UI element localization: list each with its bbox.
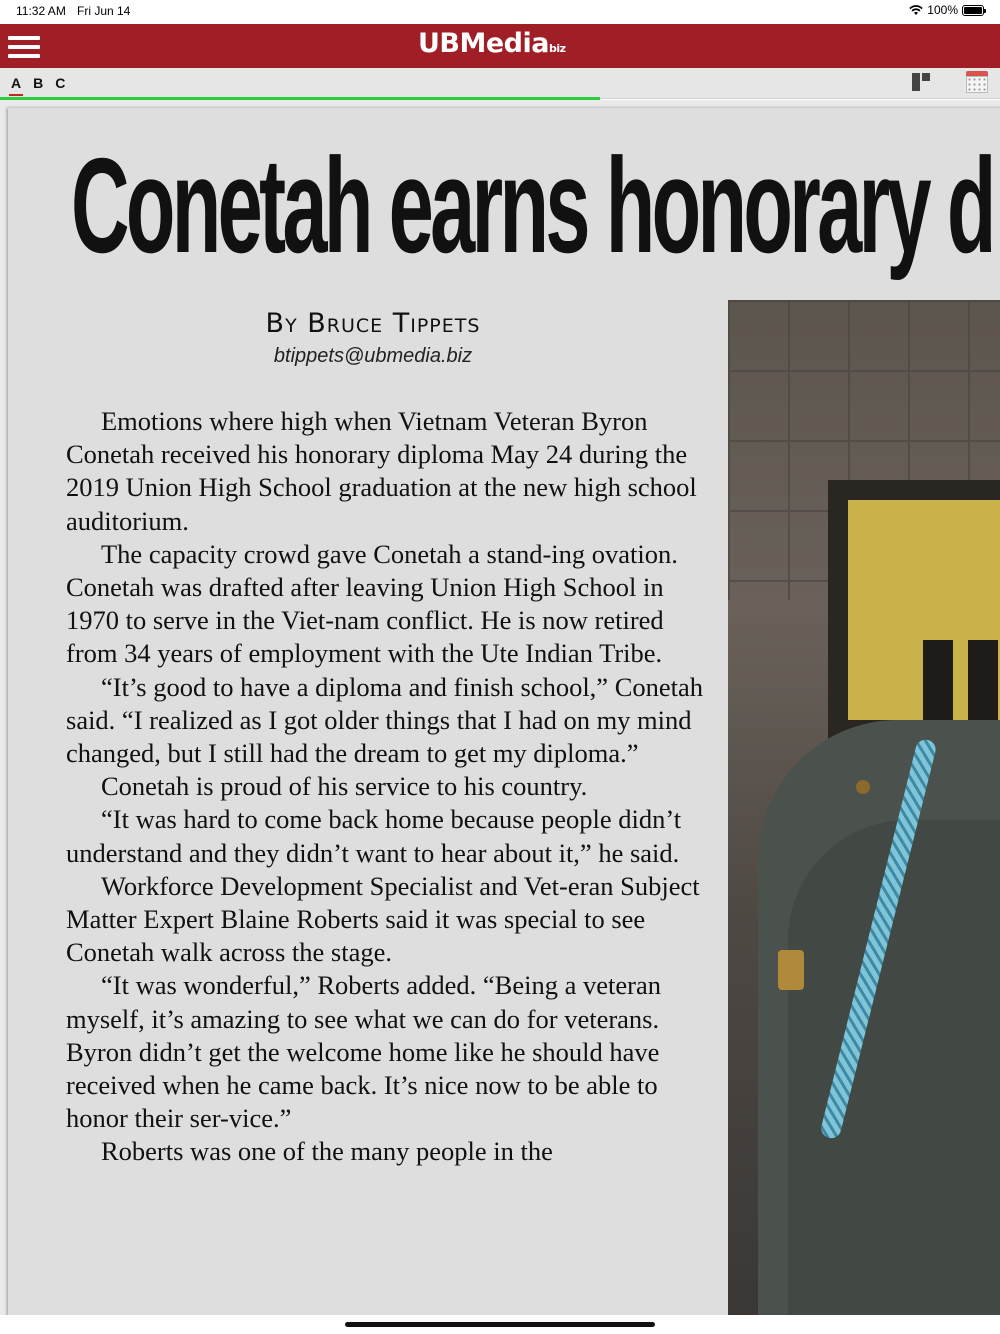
status-bar [0, 0, 1000, 24]
article-paragraph: “It was wonderful,” Roberts added. “Being a veteran myself, it’s amazing to see what we can do for veterans. Byron didn’t get the welcome home like he should have received when he came back. It’s nice now to be able to honor their ser-vice.” [66, 970, 661, 1134]
article-photo [728, 300, 1000, 1315]
wifi-icon [909, 5, 923, 16]
section-tabs [10, 75, 66, 91]
section-tab-c[interactable]: C [55, 75, 66, 91]
article-paragraph: The capacity crowd gave Conetah a stand-ing ovation. Conetah was drafted after leaving Union High School in 1970 to serve in the Viet-nam conflict. He is now retired from 34 years of employment with the Ute Indian Tribe. [66, 538, 678, 669]
logo-suffix: biz [549, 42, 566, 55]
status-indicators [909, 3, 984, 17]
app-header [0, 24, 1000, 68]
status-time: 11:32 AM [16, 4, 66, 18]
article-paragraph: “It was hard to come back home because people didn’t understand and they didn’t want to hear about it,” he said. [66, 804, 682, 868]
battery-level [964, 7, 982, 14]
logo-main: UBMedia [418, 28, 549, 59]
author-email: btippets@ubmedia.biz [273, 345, 473, 367]
battery-icon [962, 5, 984, 16]
calendar-icon[interactable] [966, 71, 988, 93]
article-paragraph: Workforce Development Specialist and Vet-eran Subject Matter Expert Blaine Roberts said it was special to see Conetah walk across the stage. [66, 870, 700, 968]
page-layout-icon[interactable] [912, 73, 934, 93]
hamburger-menu-icon[interactable] [8, 36, 40, 58]
brand-logo [418, 28, 566, 59]
article-headline: Conetah earns honorary d [71, 130, 993, 281]
home-indicator [345, 1322, 655, 1327]
article-body [66, 405, 706, 1169]
article-paragraph: Emotions where high when Vietnam Veteran Byron Conetah received his honorary diploma May 24 during the 2019 Union High School graduation at the new high school auditorium. [66, 406, 697, 536]
article-byline: By Bruce Tippets [265, 308, 481, 339]
battery-percent: 100% [927, 3, 958, 17]
section-tab-a[interactable]: A [11, 75, 22, 91]
article-paragraph: Conetah is proud of his service to his country. [101, 771, 588, 802]
section-tab-b[interactable]: B [33, 75, 44, 91]
section-toolbar [0, 68, 1000, 99]
article-paragraph: “It’s good to have a diploma and finish school,” Conetah said. “I realized as I got older things that I had on my mind changed, but I still had the dream to get my diploma.” [66, 671, 704, 769]
article-paragraph: Roberts was one of the many people in the [101, 1136, 553, 1167]
status-date: Fri Jun 14 [77, 4, 131, 18]
